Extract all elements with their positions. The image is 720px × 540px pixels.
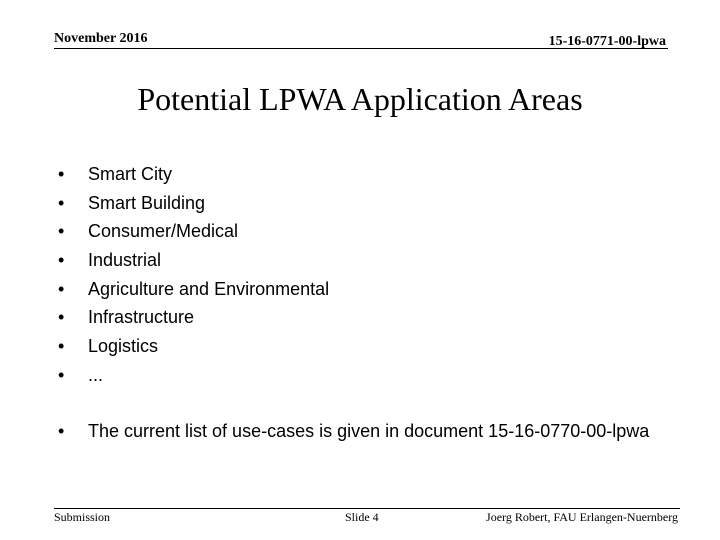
list-item-label: Consumer/Medical [88, 221, 239, 242]
use-cases-note [54, 418, 654, 445]
list-item-label: Smart Building [88, 192, 206, 213]
application-areas-list [54, 160, 674, 390]
list-item [54, 160, 674, 189]
list-item [54, 217, 674, 246]
bullet-icon: • [58, 221, 65, 242]
list-item-label: ... [88, 364, 104, 385]
bullet-icon: • [58, 278, 65, 299]
header-rule [54, 48, 668, 49]
list-item-label: Agriculture and Environmental [88, 278, 330, 299]
footer-submission: Submission [54, 510, 111, 524]
list-item [54, 361, 674, 390]
list-item [54, 303, 674, 332]
header-date: November 2016 [54, 31, 148, 46]
list-item-label: Logistics [88, 336, 159, 357]
header-doc-number: 15-16-0771-00-lpwa [548, 34, 666, 49]
list-item [54, 275, 674, 304]
bullet-icon: • [58, 250, 65, 271]
footer-rule [54, 508, 680, 509]
footer-author: Joerg Robert, FAU Erlangen-Nuernberg [486, 510, 678, 524]
list-item-label: Industrial [88, 250, 162, 271]
bullet-icon: • [58, 336, 65, 357]
bullet-icon: • [58, 164, 65, 184]
bullet-icon: • [58, 421, 65, 441]
slide-title: Potential LPWA Application Areas [137, 81, 583, 117]
list-item [54, 246, 674, 275]
bullet-icon: • [58, 307, 65, 328]
use-cases-note-text: The current list of use-cases is given in document 15-16-0770-00-lpwa [88, 421, 650, 441]
list-item-label: Infrastructure [88, 307, 195, 328]
list-item [54, 332, 674, 361]
list-item-label: Smart City [88, 164, 173, 184]
list-item [54, 189, 674, 218]
bullet-icon: • [58, 364, 65, 385]
footer-slide-number: Slide 4 [345, 510, 379, 524]
bullet-icon: • [58, 192, 65, 213]
